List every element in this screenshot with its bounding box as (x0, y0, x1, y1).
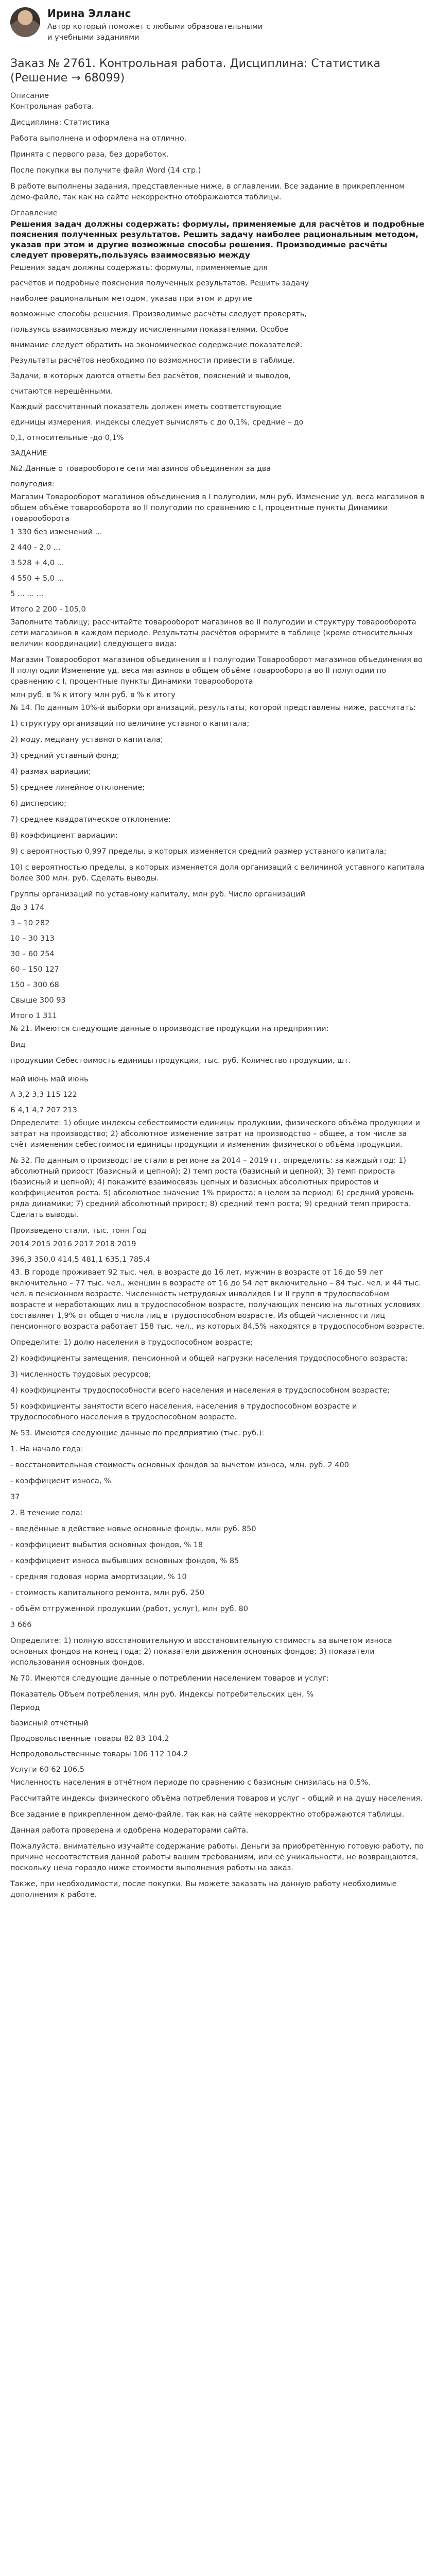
description-line: До 3 174 (10, 904, 45, 912)
author-avatar[interactable] (10, 7, 40, 37)
spacer (10, 128, 426, 133)
description-line: 6) дисперсию; (10, 800, 67, 808)
description-line: Свыше 300 93 (10, 996, 66, 1005)
description-line: 4) коэффициенты трудоспособности всего населения и населения в трудоспособном возрасте; (10, 1386, 390, 1395)
spacer (10, 1332, 426, 1337)
description-line: май июнь май июнь (10, 1075, 89, 1083)
description-line: - объём отгруженной продукции (работ, услуг), млн руб. 80 (10, 1605, 248, 1613)
spacer (10, 793, 426, 799)
order-title: Заказ № 2761. Контрольная работа. Дисциплина: Статистика (Решение → 68099) (10, 57, 381, 84)
description-line: 396,3 350,0 414,5 481,1 635,1 785,4 (10, 1256, 151, 1264)
spacer (10, 1487, 426, 1492)
description-line: № 32. По данным о производстве стали в регионе за 2014 – 2019 гг. определить: за каждый год: 1) абсолютный прирост (базисный и цепной); 2) темп роста (базисный и цепной); 3) темп прироста (базисный и цепной); 4) покажите взаимосвязь цепных и базисных абсолютных приростов и коэффициентов роста. 5) абсолютное значение 1% прироста; в целом за период: 6) средний уровень ряда динамики; 7) средний абсолютный прирост; 8) средний темп роста; 9) средний темп прироста. Сделать выводы. (10, 1157, 414, 1219)
description-line: Заполните таблицу; рассчитайте товарооборот магазинов во II полугодии и структуру товарооборота сети магазинов в каждом периоде. Результаты расчётов оформите в таблице (кроме относительных величин координации) следующего вида: (10, 618, 416, 648)
spacer (10, 1668, 426, 1673)
spacer (10, 203, 426, 208)
spacer (10, 1684, 426, 1689)
description-line: 43. В городе проживает 92 тыс. чел. в возрасте до 16 лет, мужчин в возрасте от 16 до 59 лет включительно – 77 тыс. чел., женщин в возрасте от 16 до 54 лет включительно – 84 тыс. чел. и 44 тыс. чел. в пенсионном возрасте. Численность нетрудовых инвалидов I и II групп в трудоспособном возрасте и неработающих лиц в трудоспособном возрасте, получающих пенсию на льготных условиях составляет 1,9% от общего числа лиц в трудоспособном возрасте. Из общей численности лиц пенсионного возраста работает 158 тыс. чел., из которых 84,5% находятся в трудоспособном возрасте. (10, 1268, 425, 1331)
description-line: №2.Данные о товарообороте сети магазинов объединения за два (10, 465, 271, 473)
description-line: расчётов и подробные пояснения полученных результатов. Решить задачу (10, 279, 309, 287)
description-line: 10 – 30 313 (10, 935, 55, 943)
spacer (10, 745, 426, 751)
description-line: Б 4,1 4,7 207 213 (10, 1106, 77, 1114)
spacer (10, 1519, 426, 1524)
spacer (10, 1804, 426, 1809)
spacer (10, 176, 426, 181)
description-line: 10) с вероятностью пределы, в которых изменяется доля организаций с величиной уставного капитала более 300 млн. руб. Сделать выводы. (10, 863, 425, 883)
description-line: 5) среднее линейное отклонение; (10, 784, 145, 792)
description-line: Определите: 1) полную восстановительную и восстановительную стоимость за вычетом износа основных фондов на конец года; 2) показатели движения основных фондов; 3) показатели использования основных фондов. (10, 1637, 392, 1667)
description-line: Рассчитайте индексы физического объёма потребления товаров и услуг – общий и на душу населения. (10, 1794, 423, 1803)
description-line: - коэффициент износа, % (10, 1477, 111, 1485)
order-content (0, 47, 436, 1901)
description-line: А 3,2 3,3 115 122 (10, 1091, 77, 1099)
description-line: № 14. По данным 10%-й выборки организаций, результаты, которой представлены ниже, рассчитать: (10, 704, 416, 712)
description-line: Непродовольственные товары 106 112 104,2 (10, 1750, 188, 1758)
description-line: 1. На начало года: (10, 1445, 83, 1453)
description-line: 2) коэффициенты замещения, пенсионной и общей нагрузки населения трудоспособного возраста; (10, 1354, 408, 1363)
spacer (10, 1615, 426, 1620)
description-line: Работа выполнена и оформлена на отлично. (10, 134, 187, 143)
description-line: Определите: 1) общие индексы себестоимости единицы продукции, физического объёма продукции и затрат на производство; 2) абсолютное изменение затрат на производство – общее, а том числе за счёт изменения себестоимости единицы продукции и изменения физического объёма продукции. (10, 1119, 421, 1149)
description-line: В работе выполнены задания, представленные ниже, в оглавлении. Все задание в прикрепленном демо-файле, так как на сайте некорректно отображаются таблицы. (10, 182, 405, 201)
spacer (10, 714, 426, 719)
description-line: 3 666 (10, 1621, 32, 1629)
description-line: Магазин Товарооборот магазинов объединения в I полугодии Товарооборот магазинов объединения во II полугодии Изменение уд. веса магазинов в общем объёме товарооборота во II полугодии по сравнению с I, процентные пункты Динамики товарооборота (10, 656, 423, 686)
order-description-body (10, 91, 426, 1901)
author-header (0, 0, 436, 47)
spacer (10, 1551, 426, 1556)
spacer (10, 1455, 426, 1460)
description-line: 3 528 + 4,0 ... (10, 559, 64, 567)
description-line: 7) среднее квадратическое отклонение; (10, 816, 171, 824)
description-line: Также, при необходимости, после покупки. Вы можете заказать на данную работу необходимые дополнения к работе. (10, 1880, 397, 1899)
description-line: возможные способы решения. Производимые расчёты следует проверять, (10, 310, 307, 318)
spacer (10, 884, 426, 889)
description-line: 4 550 + 5,0 ... (10, 574, 64, 583)
spacer (10, 1503, 426, 1508)
description-line: - восстановительная стоимость основных фондов за вычетом износа, млн. руб. 2 400 (10, 1461, 349, 1469)
description-line: - введённые в действие новые основные фонды, млн руб. 850 (10, 1525, 256, 1533)
description-line: Решения задач должны содержать: формулы, применяемые для расчётов и подробные пояснения полученных результатов. Решить задачу наиболее рациональным методом, указав при этом и другие возможные способы решения. Производимые расчёты следует проверять,пользуясь взаимосвязью между (10, 219, 425, 260)
description-line: Оглавление (10, 209, 58, 217)
description-line: 2014 2015 2016 2017 2018 2019 (10, 1240, 136, 1248)
spacer (10, 1050, 426, 1056)
description-line: продукции Себестоимость единицы продукции, тыс. руб. Количество продукции, шт. (10, 1057, 351, 1065)
description-line: считаются нерешёнными. (10, 387, 113, 396)
description-line: - средняя годовая норма амортизации, % 10 (10, 1573, 187, 1581)
spacer (10, 1396, 426, 1401)
spacer (10, 1150, 426, 1156)
description-line: 37 (10, 1493, 20, 1501)
description-line: Итого 1 311 (10, 1012, 57, 1020)
description-line: наиболее рациональным методом, указав при этом и другие (10, 295, 252, 303)
description-line: Услуги 60 62 106,5 (10, 1766, 84, 1774)
description-line: № 21. Имеются следующие данные о производстве продукции на предприятии: (10, 1025, 329, 1033)
description-line: 2 440 - 2,0 ... (10, 544, 61, 552)
spacer (10, 1599, 426, 1604)
spacer (10, 857, 426, 862)
spacer (10, 1221, 426, 1226)
spacer (10, 777, 426, 783)
description-line: Задачи, в которых даются ответы без расчётов, пояснений и выводов, (10, 372, 291, 380)
spacer (10, 809, 426, 815)
description-line: 8) коэффициент вариации; (10, 832, 118, 840)
description-line: Показатель Объем потребления, млн руб. Индексы потребительских цен, % (10, 1690, 314, 1699)
description-line: Группы организаций по уставному капиталу, млн руб. Число организаций (10, 890, 305, 899)
spacer (10, 1820, 426, 1825)
spacer (10, 1567, 426, 1572)
spacer (10, 112, 426, 117)
description-line: Принята с первого раза, без доработок. (10, 150, 169, 159)
description-line: ЗАДАНИЕ (10, 449, 47, 457)
spacer (10, 1631, 426, 1636)
description-line: 2) моду, медиану уставного капитала; (10, 736, 163, 744)
description-line: млн руб. в % к итогу млн руб. в % к итогу (10, 691, 176, 699)
author-description: Автор который поможет с любыми образовательными и учебными заданиями (47, 23, 263, 42)
description-line: Определите: 1) долю населения в трудоспособном возрасте; (10, 1338, 253, 1347)
description-line: 4) размах вариации; (10, 768, 91, 776)
description-line: 60 – 150 127 (10, 965, 59, 974)
spacer (10, 1035, 426, 1040)
description-line: 3) численность трудовых ресурсов; (10, 1370, 151, 1379)
description-line: Пожалуйста, внимательно изучайте содержание работы. Деньги за приобретённую готовую работу, по причине несоответствия данной работы вашим требованиям, или её уникальности, не возвращаются, поскольку цена гораздо ниже стоимости выполнения работы на заказ. (10, 1842, 424, 1872)
description-line: Контрольная работа. (10, 103, 94, 111)
description-line: - коэффициент выбытия основных фондов, % 18 (10, 1541, 203, 1549)
description-line: Дисциплина: Статистика (10, 118, 110, 127)
spacer (10, 1348, 426, 1353)
description-line: внимание следует обратить на экономическое содержание показателей. (10, 341, 303, 349)
description-line: базисный отчётный (10, 1719, 89, 1727)
description-line: После покупки вы получите файл Word (14 стр.) (10, 166, 201, 175)
description-line: Продовольственные товары 82 83 104,2 (10, 1735, 169, 1743)
description-line: Численность населения в отчётном периоде по сравнению с базисным снизилась на 0,5%. (10, 1778, 371, 1787)
description-line: полугодия: (10, 480, 55, 488)
description-line: 0,1, относительные -до 0,1% (10, 434, 124, 442)
spacer (10, 761, 426, 767)
description-line: Все задание в прикрепленном демо-файле, так как на сайте некорректно отображаются таблицы. (10, 1810, 405, 1819)
author-name[interactable]: Ирина Элланс (47, 7, 131, 20)
spacer (10, 1874, 426, 1879)
spacer (10, 650, 426, 655)
description-line: 3) средний уставный фонд; (10, 752, 119, 760)
spacer (10, 1788, 426, 1793)
description-line: пользуясь взаимосвязью между исчисленными показателями. Особое (10, 326, 289, 334)
spacer (10, 730, 426, 735)
spacer (10, 841, 426, 846)
description-line: № 53. Имеются следующие данные по предприятию (тыс. руб.): (10, 1429, 265, 1437)
spacer (10, 1836, 426, 1841)
spacer (10, 1066, 426, 1072)
description-line: 3 – 10 282 (10, 919, 50, 927)
author-info (47, 7, 264, 43)
description-line: Описание (10, 92, 49, 100)
spacer (10, 160, 426, 165)
description-line: 2. В течение года: (10, 1509, 83, 1517)
description-line: 1) структуру организаций по величине уставного капитала; (10, 720, 250, 728)
description-line: - коэффициент износа выбывших основных фондов, % 85 (10, 1557, 239, 1565)
description-line: Магазин Товарооборот магазинов объединения в I полугодии, млн руб. Изменение уд. веса магазинов в общем объёме товарооборота во II полугодии по сравнению с I, процентные пункты Динамики товарооборота (10, 493, 425, 523)
spacer (10, 825, 426, 831)
description-line: Каждый рассчитанный показатель должен иметь соответствующие (10, 403, 282, 411)
spacer (10, 1380, 426, 1385)
description-line: Период (10, 1704, 40, 1712)
description-line: Данная работа проверена и одобрена модераторами сайта. (10, 1826, 249, 1835)
spacer (10, 144, 426, 149)
description-line: № 70. Имеются следующие данные о потреблении населением товаров и услуг: (10, 1674, 329, 1683)
description-line: Результаты расчётов необходимо по возможности привести в таблице. (10, 357, 295, 365)
spacer (10, 1471, 426, 1476)
description-line: Вид (10, 1041, 26, 1049)
spacer (10, 1583, 426, 1588)
spacer (10, 1423, 426, 1428)
description-line: - стоимость капитального ремонта, млн руб. 250 (10, 1589, 204, 1597)
description-line: 9) с вероятностью 0,997 пределы, в которых изменяется средний размер уставного капитала; (10, 848, 387, 856)
description-line: 150 – 300 68 (10, 981, 59, 989)
spacer (10, 1364, 426, 1369)
description-line: 5 ... ... ... (10, 590, 44, 598)
description-line: 1 330 без изменений ... (10, 528, 102, 536)
spacer (10, 1439, 426, 1444)
description-line: 5) коэффициенты занятости всего населения, населения в трудоспособном возрасте и трудоспособного населения в трудоспособном возрасте. (10, 1402, 357, 1421)
description-line: Решения задач должны содержать: формулы, применяемые для (10, 264, 268, 272)
description-line: Итого 2 200 - 105,0 (10, 605, 86, 614)
description-line: 30 – 60 254 (10, 950, 55, 958)
spacer (10, 1535, 426, 1540)
description-line: Произведено стали, тыс. тонн Год (10, 1227, 147, 1235)
description-line: единицы измерения. индексы следует вычислять с до 0,1%, средние – до (10, 418, 304, 427)
